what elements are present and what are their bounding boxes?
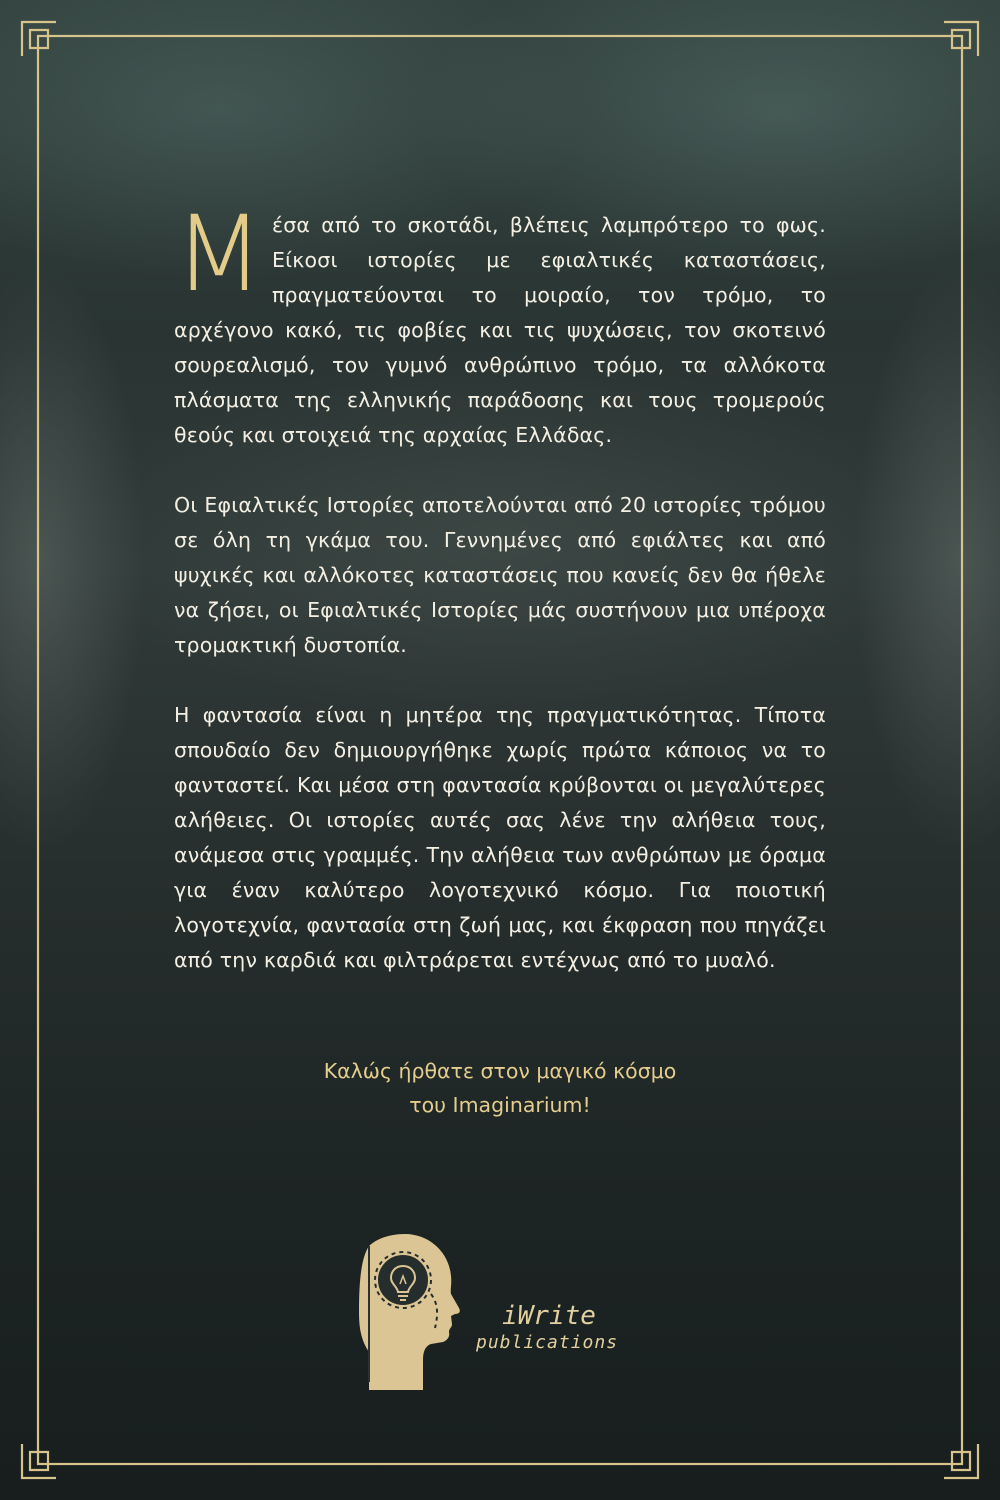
paragraph-2: Οι Εφιαλτικές Ιστορίες αποτελούνται από 20 ιστορίες τρόμου σε όλη τη γκάμα του. Γεννημένες από εφιάλτες και από ψυχικές και αλλόκοτες καταστάσεις που κανείς δεν θα ήθελε να ζήσει, οι Εφιαλτικές Ιστορίες μάς συστήνουν μια υπέροχα τρομακτική δυστοπία. (174, 493, 826, 657)
paragraph-3: Η φαντασία είναι η μητέρα της πραγματικότητας. Τίποτα σπουδαίο δεν δημιουργήθηκε χωρίς πρώτα κάποιος να το φανταστεί. Και μέσα στη φαντασία κρύβονται οι μεγαλύτερες αλήθειες. Οι ιστορίες αυτές σας λένε την αλήθεια τους, ανάμεσα στις γραμμές. Την αλήθεια των ανθρώπων με όραμα για έναν καλύτερο λογοτεχνικό κόσμο. Για ποιοτική λογοτεχνία, φαντασία στη ζωή μας, και έκφραση που πηγάζει από την καρδιά και φιλτράρεται εντέχνως από το μυαλό. (174, 703, 826, 972)
welcome-message (174, 1054, 826, 1122)
drop-cap: Μ (174, 193, 264, 315)
paragraph-1-text: έσα από το σκοτάδι, βλέπεις λαμπρότερο το φως. Είκοσι ιστορίες με εφιαλτικές καταστάσεις, πραγματεύονται το μοιραίο, τον τρόμο, το αρχέγονο κακό, τις φοβίες και τις ψυχώσεις, τον σκοτεινό σουρεαλισμό, τον γυμνό ανθρώπινο τρόμο, τα αλλόκοτα πλάσματα της ελληνικής παράδοσης και τους τρομερούς θεούς και στοιχειά της αρχαίας Ελλάδας. (174, 213, 826, 447)
publisher-brand (476, 1300, 618, 1354)
paragraph-1 (174, 193, 826, 453)
welcome-line-2: του Imaginarium! (409, 1093, 591, 1117)
head-lightbulb-icon (355, 1232, 465, 1392)
welcome-line-1: Καλώς ήρθατε στον μαγικό κόσμο (323, 1059, 677, 1083)
publisher-sub: publications (476, 1332, 619, 1353)
blurb (174, 193, 826, 1013)
publisher-name: iWrite (502, 1301, 596, 1331)
